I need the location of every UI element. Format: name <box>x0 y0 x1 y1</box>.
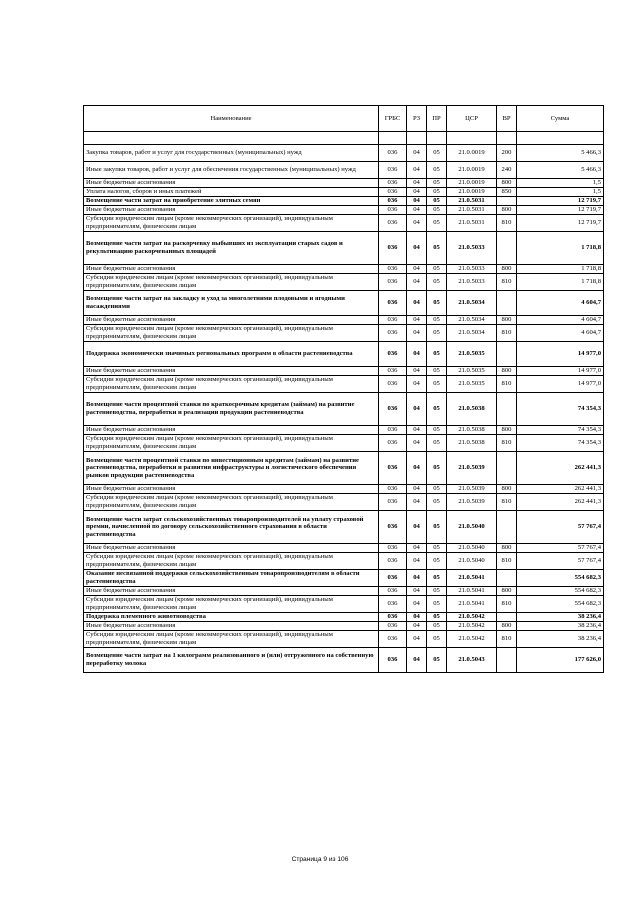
cell-pr: 05 <box>427 265 447 274</box>
cell-csr: 21.0.5039 <box>447 452 497 485</box>
cell-rz <box>407 132 427 145</box>
cell-pr: 05 <box>427 188 447 197</box>
cell-vr <box>497 291 517 316</box>
cell-name: Возмещение части затрат на 1 килограмм реализованного и (или) отгруженного на собственную переработку молока <box>84 648 379 673</box>
cell-pr: 05 <box>427 206 447 215</box>
cell-pr: 05 <box>427 376 447 393</box>
cell-sum: 554 682,3 <box>517 570 604 587</box>
cell-vr <box>497 570 517 587</box>
cell-pr: 05 <box>427 631 447 648</box>
cell-pr: 05 <box>427 587 447 596</box>
cell-sum: 57 767,4 <box>517 553 604 570</box>
cell-name: Возмещение части затрат на закладку и уход за многолетними плодовыми и ягодными насаждениями <box>84 291 379 316</box>
table-row <box>84 132 604 145</box>
cell-vr <box>497 648 517 673</box>
cell-sum: 57 767,4 <box>517 511 604 544</box>
header-grbs: ГРБС <box>379 106 407 132</box>
cell-sum: 262 441,3 <box>517 452 604 485</box>
cell-vr: 800 <box>497 265 517 274</box>
cell-rz: 04 <box>407 452 427 485</box>
cell-vr <box>497 511 517 544</box>
table-row <box>84 325 604 342</box>
cell-rz: 04 <box>407 179 427 188</box>
table-body <box>84 132 604 673</box>
table-row <box>84 291 604 316</box>
cell-vr: 800 <box>497 426 517 435</box>
cell-vr: 850 <box>497 188 517 197</box>
header-csr: ЦСР <box>447 106 497 132</box>
cell-vr: 810 <box>497 274 517 291</box>
cell-rz: 04 <box>407 232 427 265</box>
cell-sum: 14 977,0 <box>517 367 604 376</box>
cell-sum: 5 466,3 <box>517 162 604 179</box>
cell-csr: 21.0.5040 <box>447 544 497 553</box>
cell-grbs: 036 <box>379 376 407 393</box>
cell-rz: 04 <box>407 587 427 596</box>
cell-sum: 38 236,4 <box>517 631 604 648</box>
table-row <box>84 511 604 544</box>
cell-pr: 05 <box>427 435 447 452</box>
cell-pr: 05 <box>427 179 447 188</box>
cell-csr: 21.0.5042 <box>447 631 497 648</box>
cell-sum: 1 718,8 <box>517 265 604 274</box>
table-row <box>84 587 604 596</box>
cell-csr: 21.0.5033 <box>447 274 497 291</box>
cell-grbs: 036 <box>379 511 407 544</box>
cell-pr <box>427 132 447 145</box>
cell-name: Иные бюджетные ассигнования <box>84 265 379 274</box>
cell-sum: 12 719,7 <box>517 197 604 206</box>
table-row <box>84 485 604 494</box>
cell-rz: 04 <box>407 553 427 570</box>
cell-rz: 04 <box>407 613 427 622</box>
cell-pr: 05 <box>427 342 447 367</box>
cell-vr: 810 <box>497 596 517 613</box>
cell-rz: 04 <box>407 631 427 648</box>
table-row <box>84 342 604 367</box>
cell-rz: 04 <box>407 435 427 452</box>
cell-pr: 05 <box>427 274 447 291</box>
cell-rz: 04 <box>407 511 427 544</box>
table-row <box>84 265 604 274</box>
table-row <box>84 494 604 511</box>
cell-sum: 262 441,3 <box>517 494 604 511</box>
cell-name: Уплата налогов, сборов и иных платежей <box>84 188 379 197</box>
cell-pr: 05 <box>427 232 447 265</box>
table-row <box>84 426 604 435</box>
cell-vr: 800 <box>497 622 517 631</box>
cell-grbs: 036 <box>379 265 407 274</box>
table-row <box>84 232 604 265</box>
table-row <box>84 613 604 622</box>
cell-rz: 04 <box>407 544 427 553</box>
cell-pr: 05 <box>427 494 447 511</box>
cell-pr: 05 <box>427 511 447 544</box>
cell-name: Поддержка экономически значимых региональных программ в области растениеводства <box>84 342 379 367</box>
cell-name: Иные бюджетные ассигнования <box>84 587 379 596</box>
cell-csr: 21.0.5033 <box>447 265 497 274</box>
table-row <box>84 197 604 206</box>
cell-grbs: 036 <box>379 215 407 232</box>
cell-name: Иные бюджетные ассигнования <box>84 544 379 553</box>
cell-csr: 21.0.5042 <box>447 622 497 631</box>
cell-sum: 554 682,3 <box>517 587 604 596</box>
cell-rz: 04 <box>407 215 427 232</box>
cell-grbs: 036 <box>379 274 407 291</box>
cell-rz: 04 <box>407 426 427 435</box>
cell-sum: 4 604,7 <box>517 325 604 342</box>
header-rz: РЗ <box>407 106 427 132</box>
cell-name: Иные закупки товаров, работ и услуг для обеспечения государственных (муниципальных) нужд <box>84 162 379 179</box>
cell-name: Субсидии юридическим лицам (кроме некоммерческих организаций), индивидуальным предпринимателям, физическим лицам <box>84 274 379 291</box>
cell-csr <box>447 132 497 145</box>
cell-rz: 04 <box>407 145 427 162</box>
cell-vr: 800 <box>497 367 517 376</box>
cell-pr: 05 <box>427 648 447 673</box>
cell-vr: 800 <box>497 485 517 494</box>
cell-name: Иные бюджетные ассигнования <box>84 426 379 435</box>
cell-vr: 810 <box>497 553 517 570</box>
table-row <box>84 145 604 162</box>
cell-vr: 800 <box>497 587 517 596</box>
cell-name: Иные бюджетные ассигнования <box>84 316 379 325</box>
cell-vr <box>497 132 517 145</box>
budget-table-container <box>83 105 603 673</box>
cell-csr: 21.0.0019 <box>447 188 497 197</box>
cell-name: Иные бюджетные ассигнования <box>84 485 379 494</box>
cell-vr: 800 <box>497 206 517 215</box>
cell-rz: 04 <box>407 274 427 291</box>
header-vr: ВР <box>497 106 517 132</box>
cell-csr: 21.0.5033 <box>447 232 497 265</box>
cell-name: Возмещение части процентной ставки по краткосрочным кредитам (займам) на развитие растениеводства, переработки и реализации продукции растениеводства <box>84 393 379 426</box>
cell-csr: 21.0.5041 <box>447 570 497 587</box>
page-footer: Страница 9 из 106 <box>291 856 349 863</box>
cell-grbs: 036 <box>379 367 407 376</box>
cell-name: Субсидии юридическим лицам (кроме некоммерческих организаций), индивидуальным предпринимателям, физическим лицам <box>84 553 379 570</box>
cell-rz: 04 <box>407 188 427 197</box>
table-row <box>84 316 604 325</box>
cell-rz: 04 <box>407 197 427 206</box>
cell-vr <box>497 613 517 622</box>
cell-sum: 177 626,0 <box>517 648 604 673</box>
cell-csr: 21.0.5031 <box>447 215 497 232</box>
cell-grbs <box>379 132 407 145</box>
table-row <box>84 596 604 613</box>
cell-sum: 74 354,3 <box>517 393 604 426</box>
cell-grbs: 036 <box>379 622 407 631</box>
cell-rz: 04 <box>407 376 427 393</box>
cell-pr: 05 <box>427 622 447 631</box>
table-row <box>84 179 604 188</box>
cell-csr: 21.0.5038 <box>447 435 497 452</box>
cell-csr: 21.0.5041 <box>447 587 497 596</box>
cell-grbs: 036 <box>379 145 407 162</box>
cell-csr: 21.0.5038 <box>447 426 497 435</box>
cell-rz: 04 <box>407 570 427 587</box>
cell-grbs: 036 <box>379 162 407 179</box>
cell-grbs: 036 <box>379 613 407 622</box>
cell-name: Иные бюджетные ассигнования <box>84 367 379 376</box>
cell-vr: 810 <box>497 435 517 452</box>
cell-sum: 262 441,3 <box>517 485 604 494</box>
cell-rz: 04 <box>407 485 427 494</box>
cell-name: Возмещение части затрат на раскорчевку выбывших из эксплуатации старых садов и рекультивацию раскорчеванных площадей <box>84 232 379 265</box>
cell-name: Субсидии юридическим лицам (кроме некоммерческих организаций), индивидуальным предпринимателям, физическим лицам <box>84 435 379 452</box>
cell-sum: 38 236,4 <box>517 613 604 622</box>
cell-name: Субсидии юридическим лицам (кроме некоммерческих организаций), индивидуальным предпринимателям, физическим лицам <box>84 376 379 393</box>
cell-grbs: 036 <box>379 631 407 648</box>
cell-pr: 05 <box>427 393 447 426</box>
cell-vr: 800 <box>497 316 517 325</box>
cell-grbs: 036 <box>379 452 407 485</box>
cell-rz: 04 <box>407 622 427 631</box>
cell-grbs: 036 <box>379 544 407 553</box>
cell-grbs: 036 <box>379 648 407 673</box>
cell-rz: 04 <box>407 291 427 316</box>
cell-grbs: 036 <box>379 553 407 570</box>
cell-csr: 21.0.5042 <box>447 613 497 622</box>
cell-csr: 21.0.5040 <box>447 511 497 544</box>
cell-vr: 810 <box>497 494 517 511</box>
cell-pr: 05 <box>427 596 447 613</box>
cell-csr: 21.0.5039 <box>447 494 497 511</box>
cell-grbs: 036 <box>379 494 407 511</box>
table-row <box>84 188 604 197</box>
cell-vr: 810 <box>497 376 517 393</box>
cell-csr: 21.0.5034 <box>447 325 497 342</box>
table-row <box>84 553 604 570</box>
cell-csr: 21.0.5041 <box>447 596 497 613</box>
table-row <box>84 435 604 452</box>
cell-sum: 14 977,0 <box>517 376 604 393</box>
cell-csr: 21.0.5035 <box>447 376 497 393</box>
cell-pr: 05 <box>427 613 447 622</box>
cell-name: Поддержка племенного животноводства <box>84 613 379 622</box>
cell-pr: 05 <box>427 553 447 570</box>
cell-name: Субсидии юридическим лицам (кроме некоммерческих организаций), индивидуальным предпринимателям, физическим лицам <box>84 325 379 342</box>
table-row <box>84 544 604 553</box>
cell-name: Оказание несвязанной поддержки сельскохозяйственным товаропроизводителям в области растениеводства <box>84 570 379 587</box>
cell-vr: 200 <box>497 145 517 162</box>
cell-pr: 05 <box>427 325 447 342</box>
cell-csr: 21.0.5035 <box>447 342 497 367</box>
cell-grbs: 036 <box>379 325 407 342</box>
cell-grbs: 036 <box>379 485 407 494</box>
table-row <box>84 215 604 232</box>
table-row <box>84 452 604 485</box>
cell-sum: 74 354,3 <box>517 426 604 435</box>
budget-table <box>83 105 604 673</box>
cell-csr: 21.0.5038 <box>447 393 497 426</box>
cell-rz: 04 <box>407 342 427 367</box>
cell-name: Иные бюджетные ассигнования <box>84 206 379 215</box>
cell-grbs: 036 <box>379 570 407 587</box>
cell-rz: 04 <box>407 648 427 673</box>
cell-vr <box>497 452 517 485</box>
cell-csr: 21.0.0019 <box>447 179 497 188</box>
cell-csr: 21.0.5031 <box>447 197 497 206</box>
cell-grbs: 036 <box>379 291 407 316</box>
cell-csr: 21.0.5034 <box>447 316 497 325</box>
cell-sum: 12 719,7 <box>517 206 604 215</box>
cell-sum: 4 604,7 <box>517 316 604 325</box>
cell-name: Субсидии юридическим лицам (кроме некоммерческих организаций), индивидуальным предпринимателям, физическим лицам <box>84 631 379 648</box>
header-name: Наименование <box>84 106 379 132</box>
cell-sum: 74 354,3 <box>517 435 604 452</box>
cell-sum: 1,5 <box>517 188 604 197</box>
cell-grbs: 036 <box>379 393 407 426</box>
table-row <box>84 622 604 631</box>
cell-rz: 04 <box>407 206 427 215</box>
table-header-row <box>84 106 604 132</box>
cell-sum: 14 977,0 <box>517 342 604 367</box>
cell-grbs: 036 <box>379 342 407 367</box>
cell-sum: 554 682,3 <box>517 596 604 613</box>
table-row <box>84 570 604 587</box>
cell-rz: 04 <box>407 596 427 613</box>
cell-sum: 1 718,8 <box>517 274 604 291</box>
cell-grbs: 036 <box>379 179 407 188</box>
cell-pr: 05 <box>427 426 447 435</box>
table-row <box>84 393 604 426</box>
cell-vr: 810 <box>497 325 517 342</box>
cell-rz: 04 <box>407 393 427 426</box>
cell-vr: 800 <box>497 544 517 553</box>
header-sum: Сумма <box>517 106 604 132</box>
cell-grbs: 036 <box>379 587 407 596</box>
cell-csr: 21.0.5043 <box>447 648 497 673</box>
cell-name: Иные бюджетные ассигнования <box>84 622 379 631</box>
cell-name: Иные бюджетные ассигнования <box>84 179 379 188</box>
cell-rz: 04 <box>407 367 427 376</box>
cell-sum <box>517 132 604 145</box>
cell-vr: 800 <box>497 179 517 188</box>
cell-grbs: 036 <box>379 232 407 265</box>
table-row <box>84 376 604 393</box>
cell-csr: 21.0.5035 <box>447 367 497 376</box>
cell-name: Субсидии юридическим лицам (кроме некоммерческих организаций), индивидуальным предпринимателям, физическим лицам <box>84 596 379 613</box>
cell-sum: 4 604,7 <box>517 291 604 316</box>
cell-pr: 05 <box>427 291 447 316</box>
cell-pr: 05 <box>427 452 447 485</box>
cell-csr: 21.0.0019 <box>447 145 497 162</box>
cell-rz: 04 <box>407 265 427 274</box>
cell-sum: 38 236,4 <box>517 622 604 631</box>
cell-pr: 05 <box>427 145 447 162</box>
cell-sum: 57 767,4 <box>517 544 604 553</box>
cell-grbs: 036 <box>379 316 407 325</box>
cell-name: Возмещение части процентной ставки по инвестиционным кредитам (займам) на развитие растениеводства, переработки и развития инфраструктуры и логистического обеспечения рынков продукции растениеводства <box>84 452 379 485</box>
cell-vr: 810 <box>497 631 517 648</box>
cell-csr: 21.0.5039 <box>447 485 497 494</box>
cell-name: Субсидии юридическим лицам (кроме некоммерческих организаций), индивидуальным предпринимателям, физическим лицам <box>84 215 379 232</box>
cell-rz: 04 <box>407 162 427 179</box>
cell-pr: 05 <box>427 197 447 206</box>
cell-name <box>84 132 379 145</box>
cell-name: Возмещение части затрат на приобретение элитных семян <box>84 197 379 206</box>
table-row <box>84 274 604 291</box>
cell-pr: 05 <box>427 570 447 587</box>
table-row <box>84 648 604 673</box>
cell-sum: 5 466,3 <box>517 145 604 162</box>
cell-grbs: 036 <box>379 435 407 452</box>
cell-sum: 1 718,8 <box>517 232 604 265</box>
table-row <box>84 631 604 648</box>
header-pr: ПР <box>427 106 447 132</box>
cell-sum: 1,5 <box>517 179 604 188</box>
cell-vr: 240 <box>497 162 517 179</box>
cell-rz: 04 <box>407 316 427 325</box>
cell-vr <box>497 197 517 206</box>
cell-vr <box>497 232 517 265</box>
table-row <box>84 162 604 179</box>
cell-csr: 21.0.5031 <box>447 206 497 215</box>
cell-pr: 05 <box>427 316 447 325</box>
cell-name: Субсидии юридическим лицам (кроме некоммерческих организаций), индивидуальным предпринимателям, физическим лицам <box>84 494 379 511</box>
cell-pr: 05 <box>427 544 447 553</box>
cell-grbs: 036 <box>379 426 407 435</box>
cell-grbs: 036 <box>379 206 407 215</box>
cell-grbs: 036 <box>379 197 407 206</box>
cell-pr: 05 <box>427 485 447 494</box>
cell-vr: 810 <box>497 215 517 232</box>
table-row <box>84 367 604 376</box>
cell-rz: 04 <box>407 325 427 342</box>
cell-name: Возмещение части затрат сельскохозяйственных товаропроизводителей на уплату страховой премии, начисленной по договору сельскохозяйственного страхования в области растениеводства <box>84 511 379 544</box>
cell-csr: 21.0.5040 <box>447 553 497 570</box>
cell-grbs: 036 <box>379 596 407 613</box>
cell-csr: 21.0.0019 <box>447 162 497 179</box>
cell-csr: 21.0.5034 <box>447 291 497 316</box>
cell-grbs: 036 <box>379 188 407 197</box>
cell-vr <box>497 342 517 367</box>
cell-pr: 05 <box>427 367 447 376</box>
table-row <box>84 206 604 215</box>
cell-sum: 12 719,7 <box>517 215 604 232</box>
cell-vr <box>497 393 517 426</box>
cell-pr: 05 <box>427 215 447 232</box>
cell-name: Закупка товаров, работ и услуг для государственных (муниципальных) нужд <box>84 145 379 162</box>
cell-pr: 05 <box>427 162 447 179</box>
cell-rz: 04 <box>407 494 427 511</box>
